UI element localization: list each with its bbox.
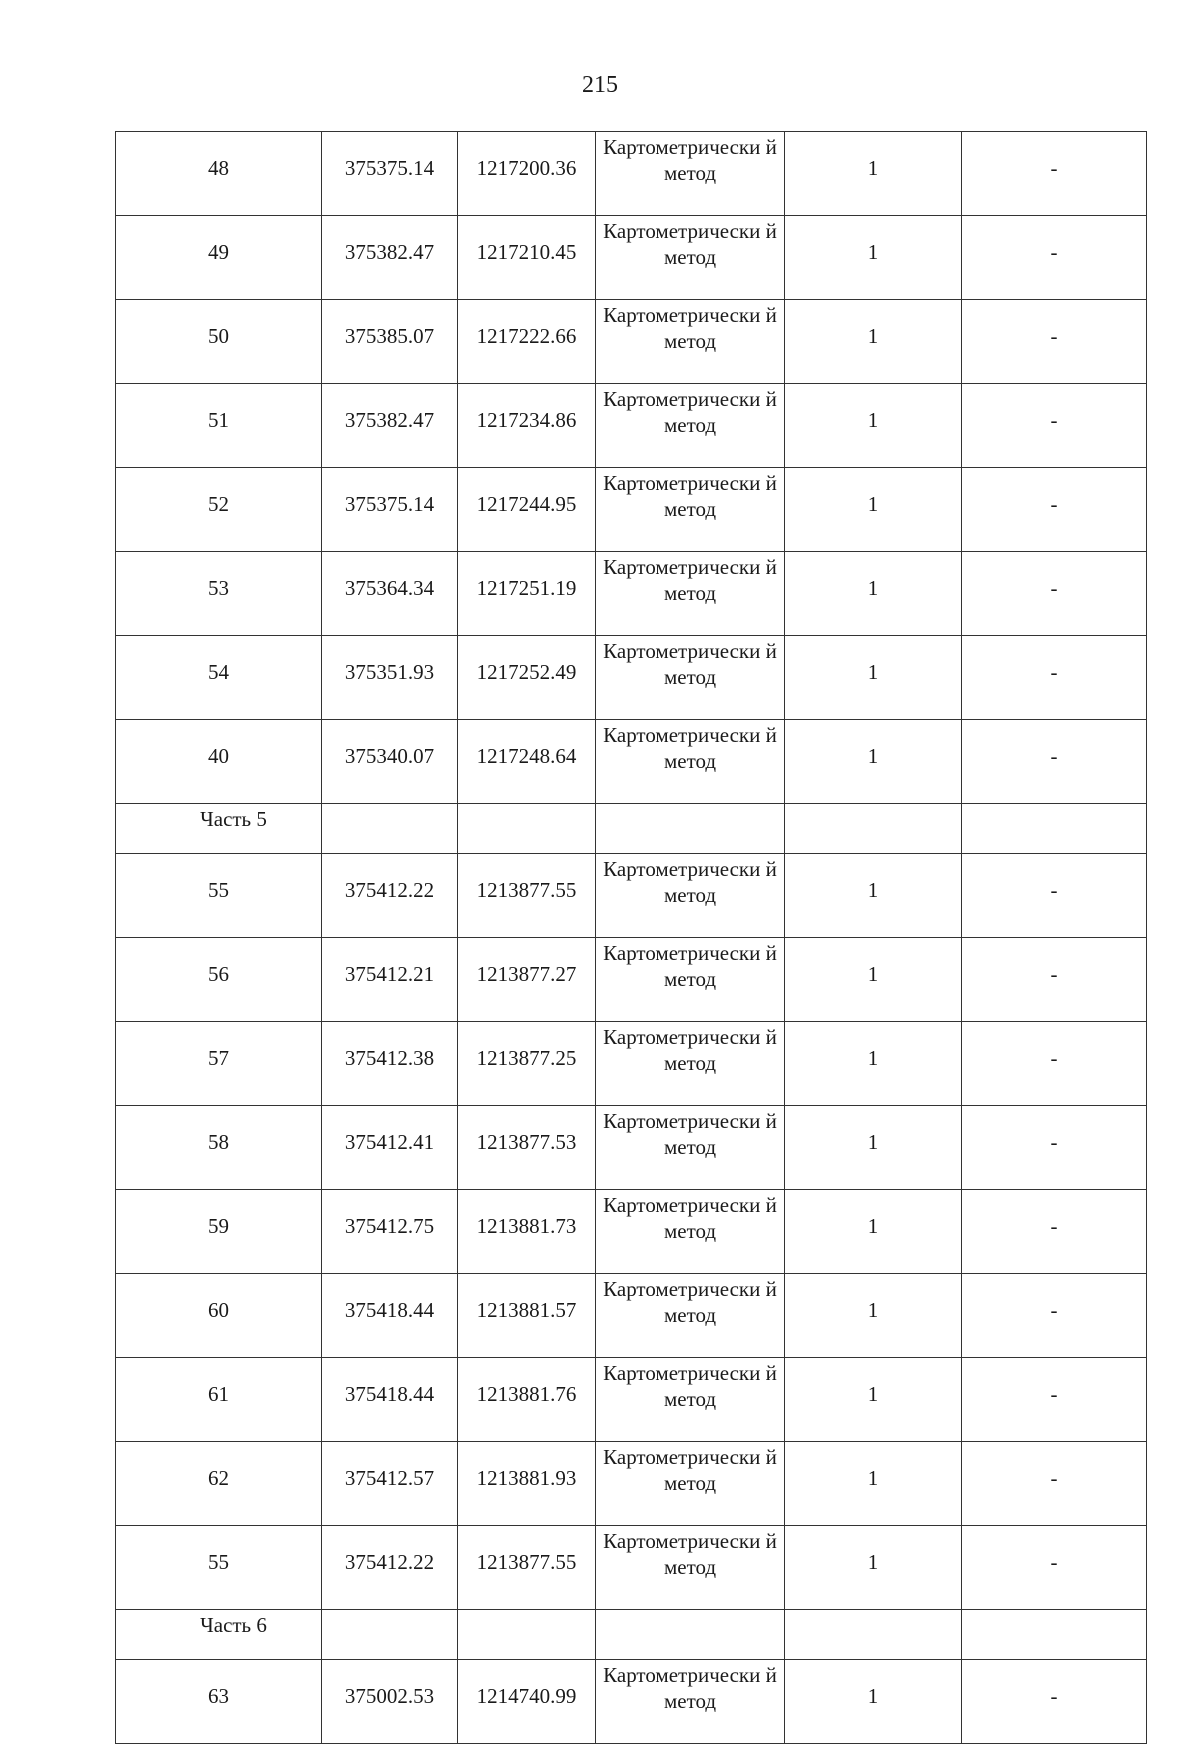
accuracy-cell: 1	[785, 1022, 962, 1106]
note-cell: -	[962, 1526, 1147, 1610]
table-row	[116, 854, 1147, 938]
point-number-cell: 40	[116, 720, 322, 804]
section-row	[116, 804, 1147, 854]
accuracy-cell: 1	[785, 300, 962, 384]
coordinates-table-body	[116, 132, 1147, 1744]
table-row	[116, 720, 1147, 804]
method-cell: Картометрически й метод	[596, 216, 785, 300]
x-coordinate-cell: 375375.14	[322, 468, 458, 552]
x-coordinate-cell: 375412.22	[322, 854, 458, 938]
table-row	[116, 384, 1147, 468]
table-row	[116, 1190, 1147, 1274]
point-number-cell: 56	[116, 938, 322, 1022]
method-cell: Картометрически й метод	[596, 468, 785, 552]
accuracy-cell: 1	[785, 468, 962, 552]
y-coordinate-cell: 1217251.19	[458, 552, 596, 636]
point-number-cell: 48	[116, 132, 322, 216]
y-coordinate-cell: 1213881.57	[458, 1274, 596, 1358]
x-coordinate-cell: 375002.53	[322, 1660, 458, 1744]
note-cell: -	[962, 1660, 1147, 1744]
empty-cell	[458, 804, 596, 854]
note-cell: -	[962, 1022, 1147, 1106]
point-number-cell: 63	[116, 1660, 322, 1744]
x-coordinate-cell: 375418.44	[322, 1274, 458, 1358]
note-cell: -	[962, 1358, 1147, 1442]
x-coordinate-cell: 375412.21	[322, 938, 458, 1022]
point-number-cell: 53	[116, 552, 322, 636]
point-number-cell: 51	[116, 384, 322, 468]
y-coordinate-cell: 1213881.76	[458, 1358, 596, 1442]
note-cell: -	[962, 1274, 1147, 1358]
empty-cell	[322, 804, 458, 854]
method-cell: Картометрически й метод	[596, 1022, 785, 1106]
note-cell: -	[962, 1442, 1147, 1526]
note-cell: -	[962, 552, 1147, 636]
table-row	[116, 1274, 1147, 1358]
table-row	[116, 1022, 1147, 1106]
section-row	[116, 1610, 1147, 1660]
page-number: 215	[582, 72, 618, 98]
y-coordinate-cell: 1213877.55	[458, 1526, 596, 1610]
method-cell: Картометрически й метод	[596, 1106, 785, 1190]
x-coordinate-cell: 375412.22	[322, 1526, 458, 1610]
table-row	[116, 1442, 1147, 1526]
y-coordinate-cell: 1213877.55	[458, 854, 596, 938]
x-coordinate-cell: 375382.47	[322, 384, 458, 468]
note-cell: -	[962, 384, 1147, 468]
x-coordinate-cell: 375351.93	[322, 636, 458, 720]
table-row	[116, 468, 1147, 552]
accuracy-cell: 1	[785, 1106, 962, 1190]
x-coordinate-cell: 375385.07	[322, 300, 458, 384]
empty-cell	[785, 1610, 962, 1660]
accuracy-cell: 1	[785, 216, 962, 300]
point-number-cell: 61	[116, 1358, 322, 1442]
accuracy-cell: 1	[785, 1660, 962, 1744]
empty-cell	[458, 1610, 596, 1660]
empty-cell	[962, 1610, 1147, 1660]
method-cell: Картометрически й метод	[596, 1190, 785, 1274]
note-cell: -	[962, 636, 1147, 720]
y-coordinate-cell: 1213877.25	[458, 1022, 596, 1106]
accuracy-cell: 1	[785, 1442, 962, 1526]
table-row	[116, 1358, 1147, 1442]
section-label: Часть 6	[116, 1610, 322, 1660]
empty-cell	[596, 804, 785, 854]
table-row	[116, 1106, 1147, 1190]
accuracy-cell: 1	[785, 1190, 962, 1274]
x-coordinate-cell: 375340.07	[322, 720, 458, 804]
y-coordinate-cell: 1217252.49	[458, 636, 596, 720]
empty-cell	[322, 1610, 458, 1660]
y-coordinate-cell: 1213877.27	[458, 938, 596, 1022]
note-cell: -	[962, 1106, 1147, 1190]
y-coordinate-cell: 1217244.95	[458, 468, 596, 552]
note-cell: -	[962, 1190, 1147, 1274]
accuracy-cell: 1	[785, 1526, 962, 1610]
y-coordinate-cell: 1213877.53	[458, 1106, 596, 1190]
table-row	[116, 1526, 1147, 1610]
method-cell: Картометрически й метод	[596, 854, 785, 938]
point-number-cell: 60	[116, 1274, 322, 1358]
y-coordinate-cell: 1217222.66	[458, 300, 596, 384]
y-coordinate-cell: 1217200.36	[458, 132, 596, 216]
note-cell: -	[962, 468, 1147, 552]
note-cell: -	[962, 854, 1147, 938]
point-number-cell: 57	[116, 1022, 322, 1106]
point-number-cell: 55	[116, 854, 322, 938]
point-number-cell: 55	[116, 1526, 322, 1610]
y-coordinate-cell: 1213881.73	[458, 1190, 596, 1274]
accuracy-cell: 1	[785, 854, 962, 938]
y-coordinate-cell: 1214740.99	[458, 1660, 596, 1744]
method-cell: Картометрически й метод	[596, 300, 785, 384]
method-cell: Картометрически й метод	[596, 636, 785, 720]
section-label: Часть 5	[116, 804, 322, 854]
note-cell: -	[962, 132, 1147, 216]
accuracy-cell: 1	[785, 636, 962, 720]
y-coordinate-cell: 1217210.45	[458, 216, 596, 300]
method-cell: Картометрически й метод	[596, 552, 785, 636]
table-row	[116, 300, 1147, 384]
point-number-cell: 58	[116, 1106, 322, 1190]
point-number-cell: 50	[116, 300, 322, 384]
point-number-cell: 52	[116, 468, 322, 552]
method-cell: Картометрически й метод	[596, 1442, 785, 1526]
note-cell: -	[962, 300, 1147, 384]
note-cell: -	[962, 216, 1147, 300]
method-cell: Картометрически й метод	[596, 1274, 785, 1358]
accuracy-cell: 1	[785, 1274, 962, 1358]
empty-cell	[962, 804, 1147, 854]
accuracy-cell: 1	[785, 720, 962, 804]
method-cell: Картометрически й метод	[596, 132, 785, 216]
x-coordinate-cell: 375418.44	[322, 1358, 458, 1442]
x-coordinate-cell: 375412.41	[322, 1106, 458, 1190]
point-number-cell: 49	[116, 216, 322, 300]
method-cell: Картометрически й метод	[596, 1358, 785, 1442]
table-row	[116, 552, 1147, 636]
table-row	[116, 938, 1147, 1022]
point-number-cell: 59	[116, 1190, 322, 1274]
x-coordinate-cell: 375382.47	[322, 216, 458, 300]
note-cell: -	[962, 720, 1147, 804]
point-number-cell: 62	[116, 1442, 322, 1526]
accuracy-cell: 1	[785, 132, 962, 216]
coordinates-table	[115, 131, 1147, 1744]
table-row	[116, 216, 1147, 300]
table-row	[116, 636, 1147, 720]
method-cell: Картометрически й метод	[596, 1526, 785, 1610]
empty-cell	[596, 1610, 785, 1660]
point-number-cell: 54	[116, 636, 322, 720]
x-coordinate-cell: 375412.75	[322, 1190, 458, 1274]
method-cell: Картометрически й метод	[596, 938, 785, 1022]
table-row	[116, 1660, 1147, 1744]
accuracy-cell: 1	[785, 938, 962, 1022]
x-coordinate-cell: 375412.57	[322, 1442, 458, 1526]
accuracy-cell: 1	[785, 384, 962, 468]
accuracy-cell: 1	[785, 552, 962, 636]
method-cell: Картометрически й метод	[596, 1660, 785, 1744]
note-cell: -	[962, 938, 1147, 1022]
x-coordinate-cell: 375375.14	[322, 132, 458, 216]
method-cell: Картометрически й метод	[596, 384, 785, 468]
y-coordinate-cell: 1217234.86	[458, 384, 596, 468]
y-coordinate-cell: 1213881.93	[458, 1442, 596, 1526]
method-cell: Картометрически й метод	[596, 720, 785, 804]
empty-cell	[785, 804, 962, 854]
table-row	[116, 132, 1147, 216]
y-coordinate-cell: 1217248.64	[458, 720, 596, 804]
x-coordinate-cell: 375364.34	[322, 552, 458, 636]
accuracy-cell: 1	[785, 1358, 962, 1442]
x-coordinate-cell: 375412.38	[322, 1022, 458, 1106]
